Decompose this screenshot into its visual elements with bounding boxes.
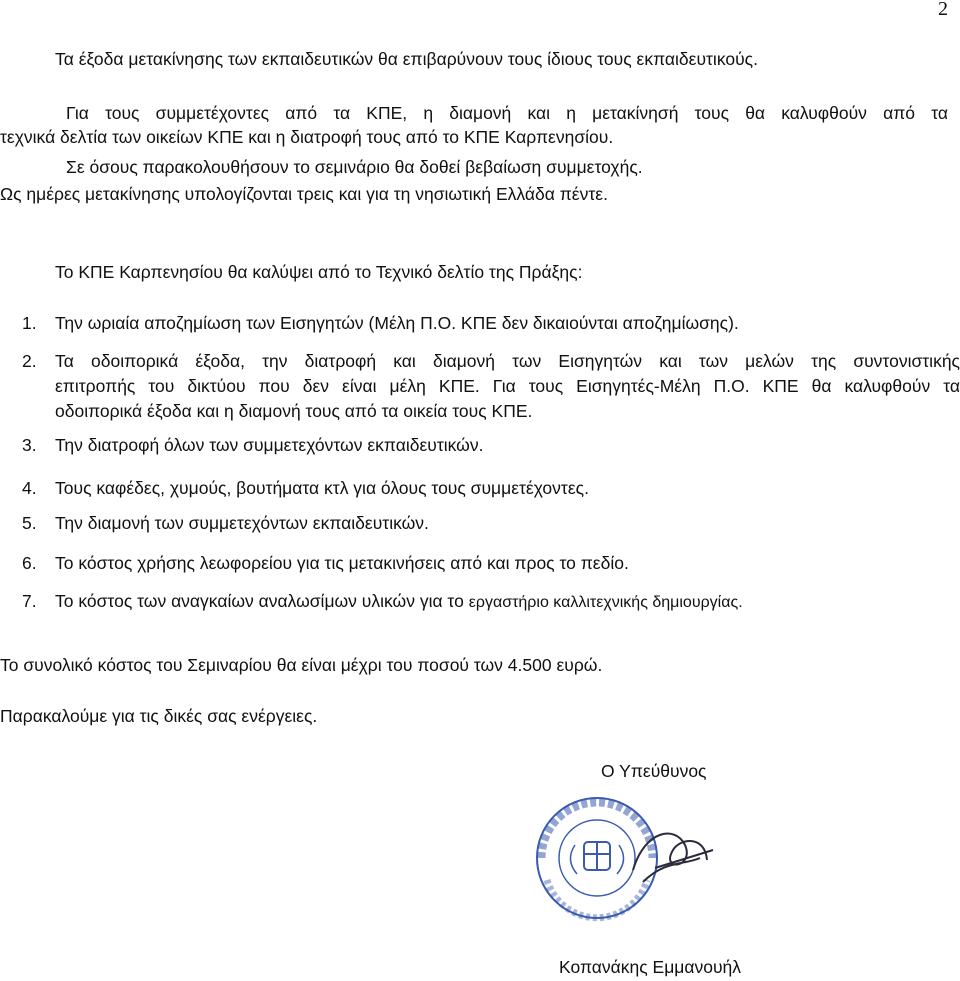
- certificate-paragraph: Σε όσους παρακολουθήσουν το σεμινάριο θα δοθεί βεβαίωση συμμετοχής.: [66, 157, 643, 177]
- list-item-text: Τους καφέδες, χυμούς, βουτήματα κτλ για όλους τους συμμετέχοντες.: [55, 478, 589, 498]
- list-item-number: 4.: [22, 478, 37, 498]
- handwritten-signature: [633, 834, 713, 882]
- page-number: 2: [938, 0, 948, 20]
- list-item-number: 1.: [22, 313, 37, 333]
- list-item-text: Την ωριαία αποζημίωση των Εισηγητών (Μέλη Π.Ο. ΚΠΕ δεν δικαιούνται αποζημίωσης).: [55, 313, 739, 333]
- official-stamp: [537, 798, 657, 918]
- kpe-paragraph-line-1: Για τους συμμετέχοντες από τα ΚΠΕ, η διαμονή και η μετακίνησή τους θα καλυφθούν από τα: [66, 103, 948, 123]
- list-item-number: 2.: [22, 351, 37, 371]
- list-item-number: 6.: [22, 553, 37, 573]
- list-item-text: Την διαμονή των συμμετεχόντων εκπαιδευτικών.: [55, 513, 429, 533]
- kpe-paragraph-line-2: τεχνικά δελτία των οικείων ΚΠΕ και η διατροφή τους από το ΚΠΕ Καρπενησίου.: [0, 127, 614, 147]
- signatory-title: Ο Υπεύθυνος: [601, 761, 707, 781]
- list-item-number: 5.: [22, 513, 37, 533]
- travel-costs-paragraph: Τα έξοδα μετακίνησης των εκπαιδευτικών θα επιβαρύνουν τους ίδιους τους εκπαιδευτικούς.: [55, 49, 758, 69]
- list-item-number: 3.: [22, 435, 37, 455]
- list-item-text: Τα οδοιπορικά έξοδα, την διατροφή και διαμονή των Εισηγητών και των μελών της συντονιστικής: [55, 351, 960, 371]
- official-stamp-and-signature: [535, 790, 715, 940]
- closing-paragraph: Παρακαλούμε για τις δικές σας ενέργειες.: [0, 706, 318, 726]
- total-cost-paragraph: Το συνολικό κόστος του Σεμιναρίου θα είναι μέχρι του ποσού των 4.500 ευρώ.: [0, 655, 603, 675]
- transport-days-paragraph: Ως ημέρες μετακίνησης υπολογίζονται τρεις και για τη νησιωτική Ελλάδα πέντε.: [0, 184, 608, 204]
- list-item-text: Την διατροφή όλων των συμμετεχόντων εκπαιδευτικών.: [55, 435, 484, 455]
- coverage-intro: Το ΚΠΕ Καρπενησίου θα καλύψει από το Τεχνικό δελτίο της Πράξης:: [55, 262, 583, 282]
- list-item-text: οδοιπορικά έξοδα και η διαμονή τους από τα οικεία τους ΚΠΕ.: [55, 401, 533, 421]
- list-item-text: Το κόστος χρήσης λεωφορείου για τις μετακινήσεις από και προς το πεδίο.: [55, 553, 629, 573]
- signatory-name: Κοπανάκης Εμμανουήλ: [559, 957, 742, 977]
- list-item-number: 7.: [22, 591, 37, 611]
- list-item-text: επιτροπής του δικτύου που δεν είναι μέλη ΚΠΕ. Για τους Εισηγητές-Μέλη Π.Ο. ΚΠΕ θα καλυφθούν τα: [55, 376, 960, 396]
- list-item-text: εργαστήριο καλλιτεχνικής δημιουργίας.: [468, 594, 743, 611]
- list-item-text: Το κόστος των αναγκαίων αναλωσίμων υλικών για το: [55, 591, 469, 611]
